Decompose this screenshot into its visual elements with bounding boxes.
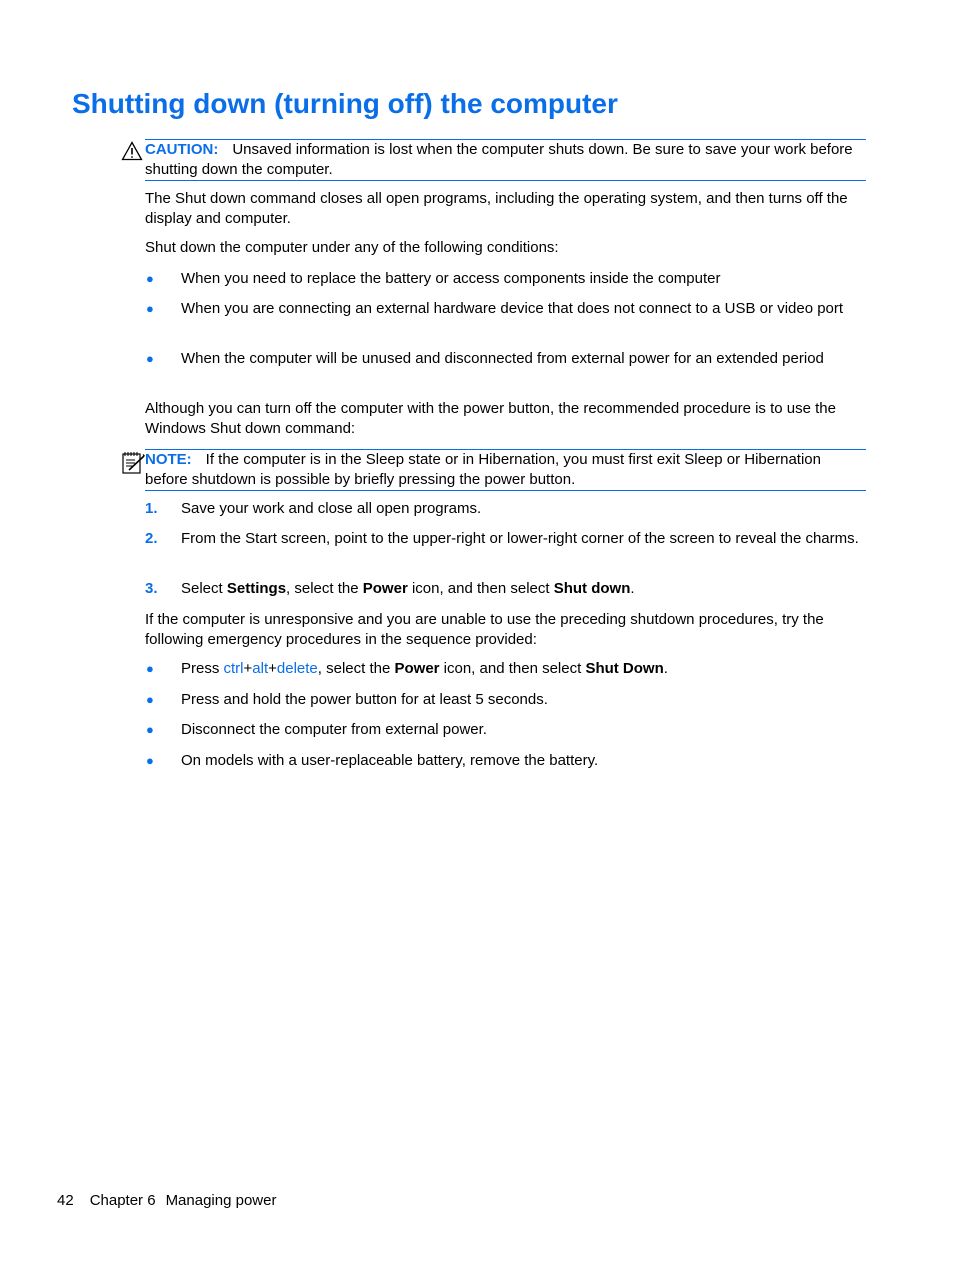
page-footer (57, 1192, 276, 1209)
step-text: Save your work and close all open programs. (181, 500, 482, 517)
caution-box (145, 139, 866, 181)
step-text: Select Settings, select the Power icon, and then select Shut down. (181, 580, 635, 597)
note-pad-icon (121, 451, 145, 480)
procedure-lead: Although you can turn off the computer with the power button, the recommended procedure is to use the Windows Shut down command: (145, 400, 836, 437)
chapter-title: Managing power (165, 1192, 277, 1209)
warning-triangle-icon (121, 141, 143, 166)
intro-paragraph: The Shut down command closes all open programs, including the operating system, and then turns off the display and computer. (145, 190, 848, 227)
page-number: 42 (57, 1192, 74, 1209)
bullet: ● (146, 301, 154, 316)
key-delete: delete (276, 660, 318, 677)
bullet: ● (146, 271, 154, 286)
note-text: If the computer is in the Sleep state or in Hibernation, you must first exit Sleep or Hibernation before shutdown is possible by briefly pressing the power button. (145, 451, 821, 488)
bullet: ● (146, 692, 154, 707)
list-item-text: When you need to replace the battery or access components inside the computer (181, 270, 721, 287)
bullet: ● (146, 722, 154, 737)
list-item-text: When you are connecting an external hardware device that does not connect to a USB or video port (181, 300, 844, 317)
page-title: Shutting down (turning off) the computer (72, 88, 618, 119)
caution-text: Unsaved information is lost when the computer shuts down. Be sure to save your work before shutting down the computer. (145, 141, 853, 178)
list-item-text: Disconnect the computer from external power. (181, 721, 487, 738)
chapter-label: Chapter 6 (89, 1192, 156, 1209)
emergency-lead: If the computer is unresponsive and you are unable to use the preceding shutdown procedures, try the following emergency procedures in the sequence provided: (145, 611, 824, 648)
step-number: 1. (145, 500, 158, 517)
key-ctrl: ctrl (223, 660, 244, 677)
conditions-lead: Shut down the computer under any of the following conditions: (145, 239, 559, 256)
list-item-text: Press and hold the power button for at least 5 seconds. (181, 691, 548, 708)
bullet: ● (146, 661, 154, 676)
bullet: ● (146, 351, 154, 366)
step-text: From the Start screen, point to the upper-right or lower-right corner of the screen to reveal the charms. (181, 530, 859, 547)
list-item-text: On models with a user-replaceable battery, remove the battery. (181, 752, 599, 769)
caution-label: CAUTION: (145, 141, 219, 158)
list-item-text: Press ctrl+alt+delete, select the Power icon, and then select Shut Down. (181, 660, 668, 677)
bullet: ● (146, 753, 154, 768)
key-alt: alt (252, 660, 269, 677)
note-box (145, 449, 866, 491)
note-label: NOTE: (145, 451, 192, 468)
list-item-text: When the computer will be unused and disconnected from external power for an extended period (181, 350, 824, 367)
step-number: 2. (145, 530, 158, 547)
step-number: 3. (145, 580, 158, 597)
